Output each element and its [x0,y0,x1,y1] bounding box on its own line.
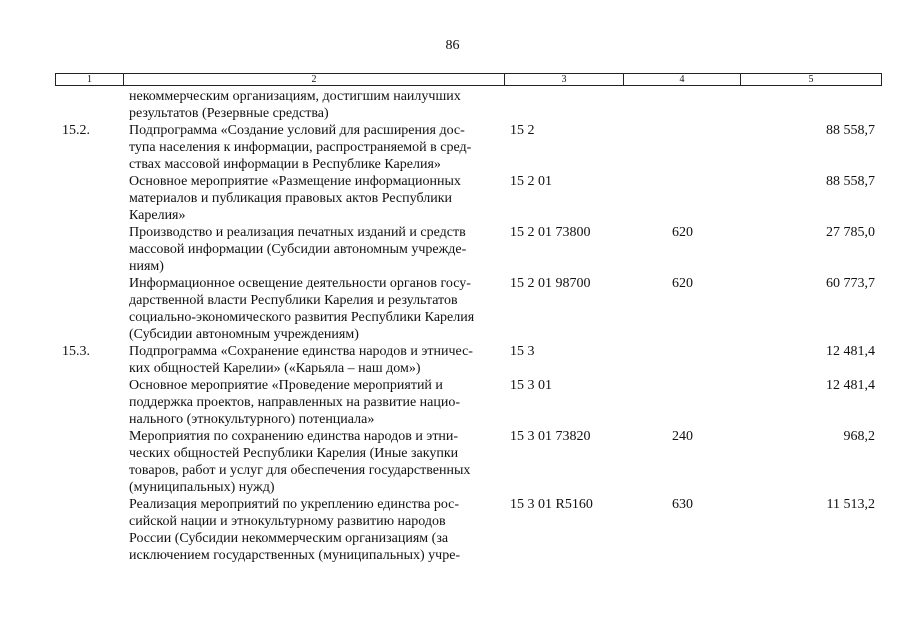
table-row [0,173,905,224]
table-row [0,224,905,275]
row-name-line: Информационное освещение деятельности органов госу- [129,276,471,291]
row-name-line: (Субсидии автономным учреждениям) [129,327,359,342]
row-code: 15 3 [510,344,535,359]
row-name-line: исключением государственных (муниципальных) учре- [129,548,461,563]
table-row [0,496,905,564]
row-name-line: нального (этнокультурного) потенциала» [129,412,375,427]
row-amount: 12 481,4 [826,378,875,393]
row-amount: 11 513,2 [826,497,875,512]
table-row [0,428,905,496]
row-code: 15 3 01 [510,378,552,393]
row-number: 15.2. [62,123,90,138]
row-name-line: Подпрограмма «Сохранение единства народов и этничес- [129,344,473,359]
row-amount: 12 481,4 [826,344,875,359]
row-amount: 27 785,0 [826,225,875,240]
table-row [0,377,905,428]
column-header-3: 3 [505,74,624,86]
row-name [129,275,505,343]
row-expense-type: 620 [672,225,693,240]
table-row [0,275,905,343]
row-name [129,122,505,173]
row-expense-type: 630 [672,497,693,512]
table-row [0,343,905,377]
row-name-line: Производство и реализация печатных изданий и средств [129,225,466,240]
row-amount: 88 558,7 [826,123,875,138]
column-header-4: 4 [624,74,741,86]
row-name-line: материалов и публикация правовых актов Республики [129,191,452,206]
row-name [129,377,505,428]
row-name-line: ниям) [129,259,164,274]
column-header-row [56,74,882,86]
row-name-line: ческих общностей Республики Карелия (Иные закупки [129,446,459,461]
row-name-line: (муниципальных) нужд) [129,480,275,495]
row-expense-type: 620 [672,276,693,291]
row-expense-type: 240 [672,429,693,444]
column-header-table [55,73,882,86]
row-code: 15 2 01 [510,174,552,189]
row-name-line: Мероприятия по сохранению единства народов и этни- [129,429,459,444]
row-number: 15.3. [62,344,90,359]
row-name-line: социально-экономического развития Республики Карелия [129,310,475,325]
row-code: 15 2 01 98700 [510,276,591,291]
column-header-2: 2 [124,74,505,86]
row-code: 15 3 01 73820 [510,429,591,444]
column-header-5: 5 [741,74,882,86]
row-name-line: массовой информации (Субсидии автономным учрежде- [129,242,467,257]
row-name [129,88,505,122]
row-name [129,496,505,564]
row-amount: 60 773,7 [826,276,875,291]
row-name-line: России (Субсидии некоммерческим организациям (за [129,531,449,546]
row-name-line: Основное мероприятие «Размещение информационных [129,174,461,189]
budget-rows [0,88,905,564]
row-name-line: Подпрограмма «Создание условий для расширения дос- [129,123,465,138]
column-header-1: 1 [56,74,124,86]
row-name [129,173,505,224]
row-name-line: ствах массовой информации в Республике Карелия» [129,157,441,172]
table-row [0,122,905,173]
row-name-line: товаров, работ и услуг для обеспечения государственных [129,463,471,478]
row-code: 15 2 [510,123,535,138]
row-code: 15 2 01 73800 [510,225,591,240]
row-name-line: Карелия» [129,208,186,223]
row-name-line: сийской нации и этнокультурному развитию народов [129,514,446,529]
row-name-line: поддержка проектов, направленных на развитие нацио- [129,395,461,410]
row-name [129,428,505,496]
row-amount: 968,2 [843,429,875,444]
row-name-line: некоммерческим организациям, достигшим наилучших [129,89,461,104]
row-name [129,343,505,377]
row-name-line: Основное мероприятие «Проведение мероприятий и [129,378,443,393]
page-number: 86 [445,38,460,53]
row-code: 15 3 01 R5160 [510,497,593,512]
row-name-line: результатов (Резервные средства) [129,106,329,121]
table-row [0,88,905,122]
row-amount: 88 558,7 [826,174,875,189]
row-name-line: Реализация мероприятий по укреплению единства рос- [129,497,460,512]
row-name-line: тупа населения к информации, распространяемой в сред- [129,140,472,155]
row-name-line: ких общностей Карелии» («Карьяла – наш дом») [129,361,421,376]
row-name-line: дарственной власти Республики Карелия и результатов [129,293,458,308]
row-name [129,224,505,275]
